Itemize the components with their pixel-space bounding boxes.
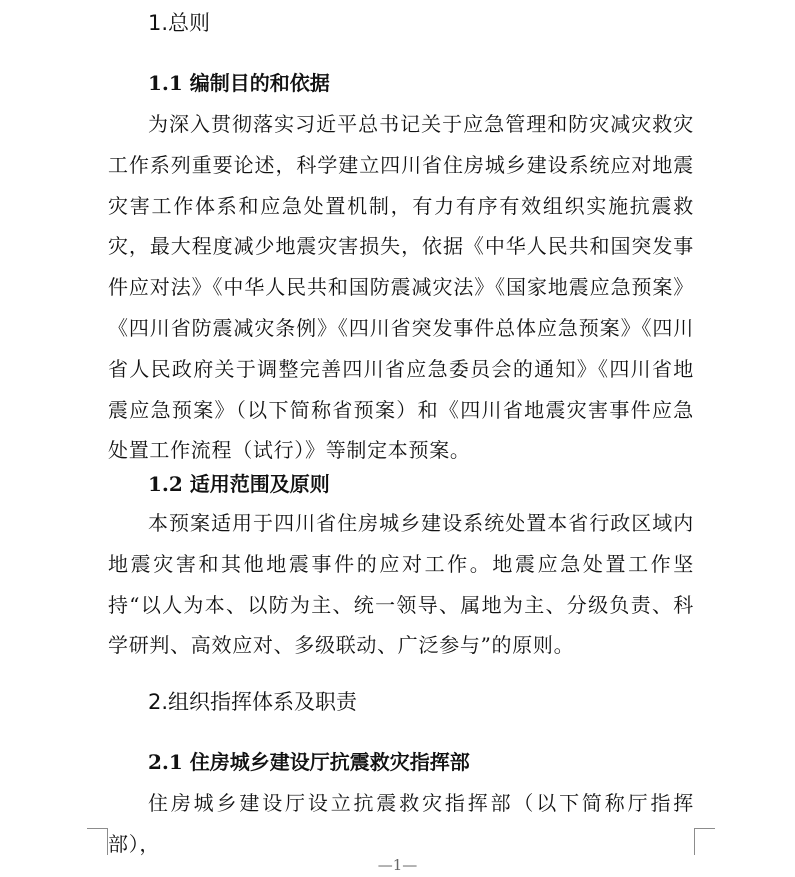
section-2-heading: 2.组织指挥体系及职责 — [148, 690, 358, 714]
page-corner-mark-left — [87, 828, 108, 855]
section-2-1-heading: 2.1 住房城乡建设厅抗震救灾指挥部 — [148, 750, 470, 774]
section-1-1-heading: 1.1 编制目的和依据 — [148, 71, 330, 95]
section-1-heading: 1.总则 — [148, 11, 211, 35]
page-corner-mark-right — [694, 828, 715, 855]
section-1-1-paragraph: 为深入贯彻落实习近平总书记关于应急管理和防灾减灾救灾工作系列重要论述，科学建立四川省住房城乡建设系统应对地震灾害工作体系和应急处置机制，有力有序有效组织实施抗震救灾，最大程度减少地震灾害损失，依据《中华人民共和国突发事件应对法》《中华人民共和国防震减灾法》《国家地震应急预案》《四川省防震减灾条例》《四川省突发事件总体应急预案》《四川省人民政府关于调整完善四川省应急委员会的通知》《四川省地震应急预案》（以下简称省预案）和《四川省地震灾害事件应急处置工作流程（试行）》等制定本预案。 — [108, 112, 694, 463]
section-1-2-heading: 1.2 适用范围及原则 — [148, 472, 330, 496]
section-1-2-paragraph: 本预案适用于四川省住房城乡建设系统处置本省行政区域内地震灾害和其他地震事件的应对工作。地震应急处置工作坚持“以人为本、以防为主、统一领导、属地为主、分级负责、科学研判、高效应对、多级联动、广泛参与”的原则。 — [108, 511, 694, 658]
page-number: —1— — [377, 856, 418, 874]
section-2-1-paragraph: 住房城乡建设厅设立抗震救灾指挥部（以下简称厅指挥部）， — [108, 791, 694, 856]
